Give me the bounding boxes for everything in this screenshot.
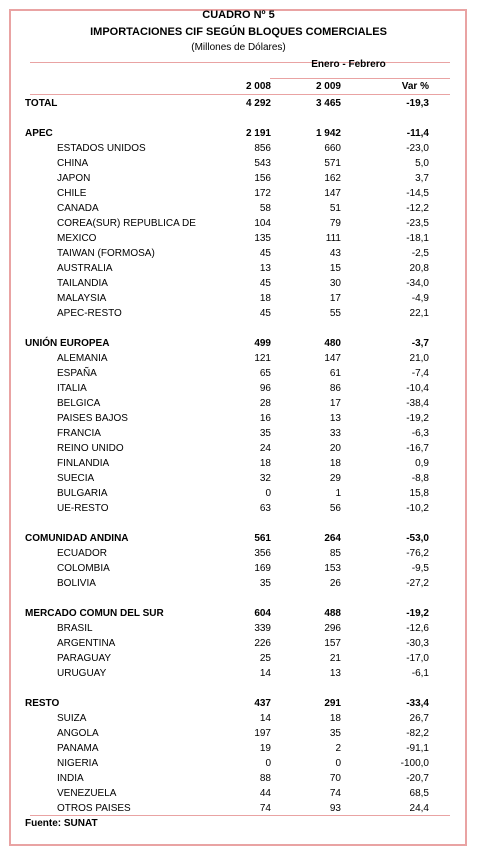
value-2009: 0 [335,758,341,769]
value-var: -16,7 [406,443,429,454]
value-2009: 157 [324,638,341,649]
value-var: 3,7 [415,173,429,184]
table-row [0,426,477,441]
table-row [0,771,477,786]
value-2008: 14 [259,668,271,679]
table-row [0,141,477,156]
value-2009: 43 [329,248,341,259]
value-var: -11,4 [406,128,429,139]
row-name: SUIZA [57,713,87,724]
row-name: JAPON [57,173,91,184]
value-2008: 437 [254,698,271,709]
value-2008: 0 [265,488,271,499]
value-2009: 35 [329,728,341,739]
value-2008: 16 [259,413,271,424]
value-2008: 58 [259,203,271,214]
value-2009: 1 942 [315,128,341,139]
table-row [0,186,477,201]
col-header-2008: 2 008 [245,81,271,92]
value-2009: 56 [329,503,341,514]
value-2008: 65 [259,368,271,379]
value-2009: 111 [325,233,341,244]
value-var: 20,8 [409,263,429,274]
table-row [0,636,477,651]
value-var: -91,1 [406,743,429,754]
value-2009: 264 [324,533,341,544]
table-row [0,351,477,366]
table-row [0,666,477,681]
row-name: TAILANDIA [57,278,108,289]
row-name: APEC [25,128,53,139]
value-2008: 121 [254,353,271,364]
value-var: -19,3 [406,98,429,109]
value-2008: 197 [254,728,271,739]
table-row [0,711,477,726]
table-row [0,576,477,591]
table-subtitle: (Millones de Dólares) [191,42,286,53]
value-var: -34,0 [406,278,429,289]
table-row [0,381,477,396]
value-2009: 21 [329,653,341,664]
row-name: BULGARIA [57,488,108,499]
value-2009: 17 [329,293,341,304]
value-2009: 74 [329,788,341,799]
value-2008: 13 [259,263,271,274]
table-row [0,486,477,501]
table-row [0,786,477,801]
source-note: Fuente: SUNAT [25,818,98,829]
value-2009: 18 [329,458,341,469]
col-header-var: Var % [401,81,429,92]
table-row [0,171,477,186]
row-name: CANADA [57,203,99,214]
value-2008: 0 [265,758,271,769]
value-2008: 96 [259,383,271,394]
value-2009: 61 [329,368,341,379]
value-var: -14,5 [406,188,429,199]
value-2009: 93 [329,803,341,814]
value-2008: 63 [259,503,271,514]
value-2009: 15 [329,263,341,274]
value-var: -12,2 [406,203,429,214]
value-2009: 30 [329,278,341,289]
value-var: 21,0 [409,353,429,364]
table-row [0,291,477,306]
value-2009: 86 [329,383,341,394]
table-row [0,246,477,261]
row-name: PANAMA [57,743,99,754]
value-2009: 291 [324,698,341,709]
value-var: -9,5 [411,563,429,574]
value-2008: 499 [254,338,271,349]
row-name: COLOMBIA [57,563,110,574]
row-name: ALEMANIA [57,353,108,364]
value-2008: 14 [259,713,271,724]
value-var: -30,3 [406,638,429,649]
table-row [0,261,477,276]
value-var: -3,7 [411,338,429,349]
row-name: BOLIVIA [57,578,96,589]
value-var: -17,0 [406,653,429,664]
value-var: 24,4 [409,803,429,814]
value-2009: 571 [324,158,341,169]
value-2009: 13 [329,413,341,424]
value-var: 26,7 [409,713,429,724]
value-2008: 604 [254,608,271,619]
period-header: Enero - Febrero [311,59,386,70]
value-2008: 856 [254,143,271,154]
value-2008: 135 [254,233,271,244]
value-2008: 45 [259,308,271,319]
table-row [0,726,477,741]
table-row [0,216,477,231]
row-name: CHINA [57,158,89,169]
value-2009: 660 [324,143,341,154]
row-name: UNIÓN EUROPEA [25,338,110,349]
value-2008: 4 292 [245,98,271,109]
value-2008: 156 [254,173,271,184]
value-2009: 17 [329,398,341,409]
row-name: AUSTRALIA [57,263,113,274]
value-2009: 153 [324,563,341,574]
value-var: -82,2 [406,728,429,739]
value-2009: 29 [329,473,341,484]
table-row [0,546,477,561]
period-underline [270,78,450,79]
value-var: 15,8 [409,488,429,499]
value-var: 0,9 [415,458,429,469]
group-row [0,606,477,621]
value-2008: 19 [259,743,271,754]
value-2008: 104 [254,218,271,229]
value-var: -27,2 [406,578,429,589]
value-2009: 85 [329,548,341,559]
row-name: ECUADOR [57,548,108,559]
value-var: -8,8 [411,473,429,484]
table-title: IMPORTACIONES CIF SEGÚN BLOQUES COMERCIALES [90,26,387,38]
value-var: -23,5 [406,218,429,229]
table-row [0,201,477,216]
row-name: MEXICO [57,233,97,244]
value-var: -10,2 [406,503,429,514]
value-2008: 18 [259,293,271,304]
value-2008: 32 [259,473,271,484]
row-name: ESPAÑA [57,368,97,379]
value-var: -6,3 [411,428,429,439]
row-name: PARAGUAY [57,653,112,664]
row-name: APEC-RESTO [57,308,122,319]
row-name: COMUNIDAD ANDINA [25,533,129,544]
value-2008: 543 [254,158,271,169]
table-row [0,561,477,576]
row-name: ARGENTINA [57,638,116,649]
row-name: REINO UNIDO [57,443,124,454]
value-2009: 55 [329,308,341,319]
value-2008: 28 [259,398,271,409]
value-2008: 45 [259,278,271,289]
col-header-2009: 2 009 [315,81,341,92]
row-name: COREA(SUR) REPUBLICA DE [57,218,196,229]
value-var: 22,1 [409,308,429,319]
row-name: ITALIA [57,383,87,394]
value-2008: 18 [259,458,271,469]
value-2009: 1 [335,488,341,499]
table-row [0,231,477,246]
value-var: -2,5 [411,248,429,259]
value-2009: 162 [324,173,341,184]
value-var: -20,7 [406,773,429,784]
value-2008: 88 [259,773,271,784]
row-name: FINLANDIA [57,458,110,469]
value-2009: 3 465 [315,98,341,109]
table-row [0,801,477,816]
value-2008: 44 [259,788,271,799]
row-name: OTROS PAISES [57,803,131,814]
value-2009: 26 [329,578,341,589]
row-name: TAIWAN (FORMOSA) [57,248,155,259]
value-2008: 2 191 [245,128,271,139]
row-name: MERCADO COMUN DEL SUR [25,608,164,619]
table-row [0,306,477,321]
group-row [0,336,477,351]
value-2008: 74 [259,803,271,814]
table-row [0,621,477,636]
value-2008: 169 [254,563,271,574]
table-number: CUADRO Nº 5 [202,9,275,21]
row-name: ANGOLA [57,728,99,739]
value-var: -19,2 [406,413,429,424]
row-name: CHILE [57,188,87,199]
row-name: ESTADOS UNIDOS [57,143,146,154]
value-2009: 296 [324,623,341,634]
value-2008: 45 [259,248,271,259]
table-row [0,456,477,471]
value-var: -38,4 [406,398,429,409]
table-row [0,441,477,456]
row-name: INDIA [57,773,84,784]
value-2009: 2 [335,743,341,754]
row-name: PAISES BAJOS [57,413,128,424]
value-2008: 35 [259,428,271,439]
group-row [0,126,477,141]
row-name: VENEZUELA [57,788,117,799]
group-row [0,531,477,546]
value-2009: 488 [324,608,341,619]
table-row [0,501,477,516]
table-row [0,276,477,291]
value-var: -6,1 [411,668,429,679]
value-2009: 33 [329,428,341,439]
total-row [0,96,477,111]
value-var: 5,0 [415,158,429,169]
value-2008: 339 [254,623,271,634]
value-2009: 51 [329,203,341,214]
header-divider-bottom [30,94,450,95]
value-2008: 356 [254,548,271,559]
value-var: -100,0 [400,758,429,769]
value-2008: 35 [259,578,271,589]
value-2008: 172 [254,188,271,199]
value-var: -10,4 [406,383,429,394]
value-var: -19,2 [406,608,429,619]
value-2008: 25 [259,653,271,664]
row-name: SUECIA [57,473,95,484]
row-name: BELGICA [57,398,101,409]
row-name: RESTO [25,698,60,709]
table-row [0,366,477,381]
table-row [0,756,477,771]
row-name: TOTAL [25,98,58,109]
value-var: -18,1 [406,233,429,244]
value-2009: 70 [329,773,341,784]
table-row [0,651,477,666]
row-name: NIGERIA [57,758,99,769]
value-var: -7,4 [411,368,429,379]
value-var: -4,9 [411,293,429,304]
table-row [0,471,477,486]
table-row [0,396,477,411]
value-2009: 20 [329,443,341,454]
value-2009: 147 [324,353,341,364]
table-row [0,156,477,171]
row-name: URUGUAY [57,668,107,679]
value-2008: 24 [259,443,271,454]
group-row [0,696,477,711]
value-var: -23,0 [406,143,429,154]
value-2009: 79 [329,218,341,229]
value-2008: 226 [254,638,271,649]
row-name: MALAYSIA [57,293,107,304]
value-var: -53,0 [406,533,429,544]
value-2009: 18 [329,713,341,724]
value-var: 68,5 [409,788,429,799]
value-2009: 13 [329,668,341,679]
value-2009: 147 [324,188,341,199]
table-row [0,411,477,426]
value-2009: 480 [324,338,341,349]
value-2008: 561 [254,533,271,544]
row-name: BRASIL [57,623,93,634]
table-bottom-line [30,815,450,816]
row-name: FRANCIA [57,428,101,439]
value-var: -76,2 [406,548,429,559]
value-var: -33,4 [406,698,429,709]
row-name: UE-RESTO [57,503,109,514]
table-row [0,741,477,756]
value-var: -12,6 [406,623,429,634]
